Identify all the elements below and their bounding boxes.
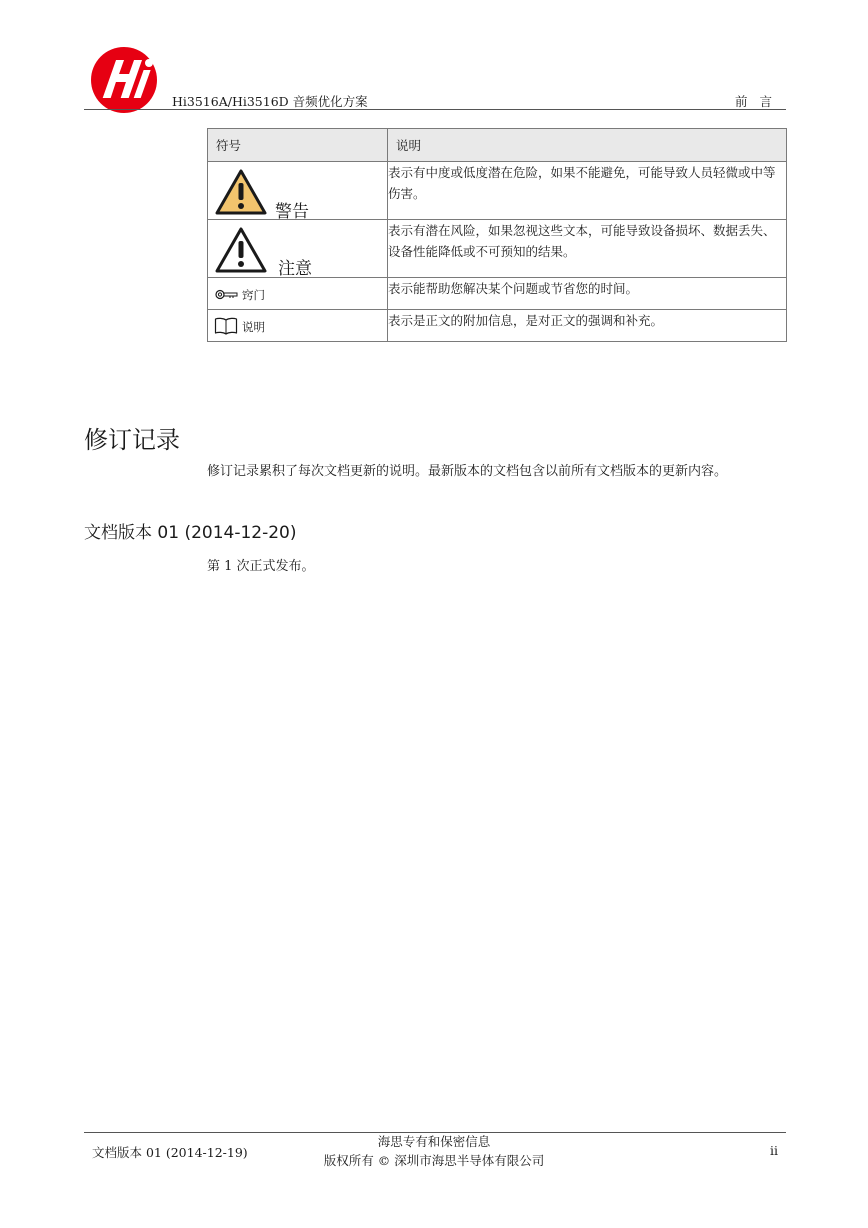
description-cell: 表示能帮助您解决某个问题或节省您的时间。 (388, 278, 787, 310)
symbol-label: 说明 (242, 320, 265, 334)
symbol-cell (208, 162, 388, 220)
description-cell: 表示有中度或低度潜在危险，如果不能避免，可能导致人员轻微或中等伤害。 (388, 162, 787, 220)
table-row (208, 162, 787, 220)
key-icon (215, 289, 239, 300)
symbol-label: 警告 (275, 202, 309, 222)
symbol-label: 窍门 (242, 288, 265, 302)
revision-history-heading: 修订记录 (84, 426, 180, 454)
revision-history-intro: 修订记录累积了每次文档更新的说明。最新版本的文档包含以前所有文档版本的更新内容。 (207, 464, 728, 479)
description-cell: 表示是正文的附加信息，是对正文的强调和补充。 (388, 310, 787, 342)
confidentiality-notice: 海思专有和保密信息 (377, 1134, 491, 1149)
column-header-symbol: 符号 (208, 129, 388, 162)
section-name: 前言 (734, 94, 784, 109)
table-row (208, 310, 787, 342)
version-heading: 文档版本 01 (2014-12-20) (84, 523, 297, 543)
hisilicon-logo (90, 46, 158, 114)
book-icon (214, 317, 238, 335)
header-divider (84, 109, 786, 110)
symbol-label: 注意 (278, 259, 312, 279)
warning-triangle-icon (214, 168, 268, 216)
symbol-cell (208, 310, 388, 342)
table-row (208, 220, 787, 278)
copyright-notice: 版权所有 © 深圳市海思半导体有限公司 (323, 1153, 545, 1168)
table-header-row (208, 129, 787, 162)
footer-copyright (234, 1132, 634, 1170)
symbol-cell (208, 220, 388, 278)
description-cell: 表示有潜在风险，如果忽视这些文本，可能导致设备损坏、数据丢失、设备性能降低或不可预知的结果。 (388, 220, 787, 278)
footer-document-version: 文档版本 01 (2014-12-19) (92, 1145, 248, 1160)
document-title: Hi3516A/Hi3516D 音频优化方案 (172, 94, 368, 109)
version-note: 第 1 次正式发布。 (207, 559, 315, 574)
symbol-convention-table (207, 128, 787, 342)
symbol-cell (208, 278, 388, 310)
column-header-description: 说明 (388, 129, 787, 162)
caution-triangle-icon (214, 226, 268, 274)
page-number: ii (770, 1143, 778, 1158)
table-row (208, 278, 787, 310)
